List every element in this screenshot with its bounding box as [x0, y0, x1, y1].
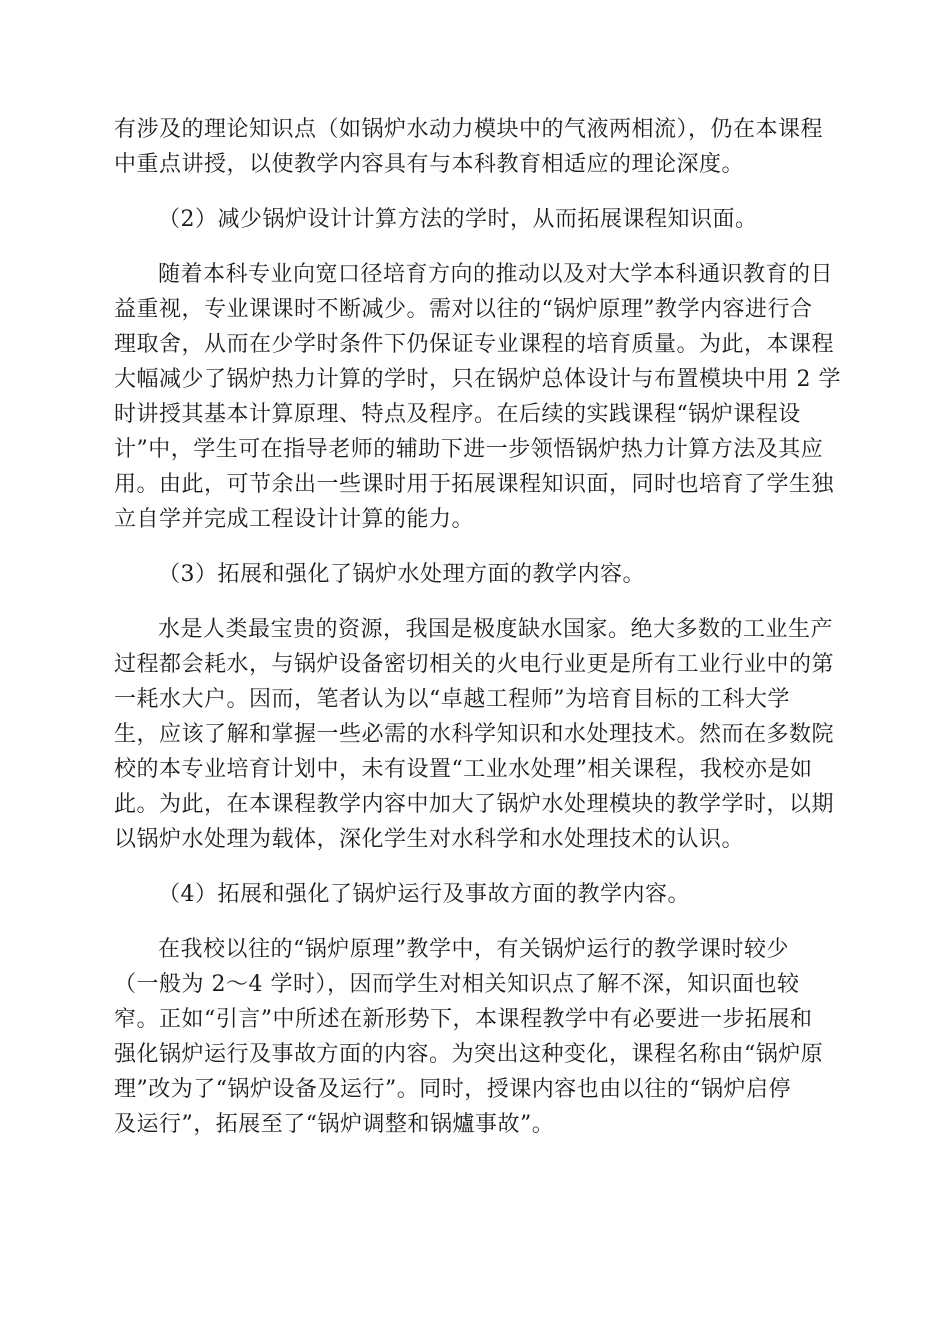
heading-line: （3）拓展和强化了锅炉水处理方面的教学内容。: [158, 562, 645, 587]
paragraph-gap: [114, 537, 834, 557]
text-line: 时讲授其基本计算原理、特点及程序。在后续的实践课程“锅炉课程设: [114, 402, 801, 427]
text-line: 以锅炉水处理为载体，深化学生对水科学和水处理技术的认识。: [114, 827, 745, 852]
text-line: 强化锅炉运行及事故方面的内容。为突出这种变化，课程名称由“锅炉原: [114, 1042, 824, 1067]
text-line: （一般为 2～4 学时），因而学生对相关知识点了解不深，知识面也较: [114, 972, 800, 997]
document-body: [114, 112, 841, 1142]
text-line: 立自学并完成工程设计计算的能力。: [114, 507, 475, 532]
paragraph-water-treatment: [114, 612, 834, 857]
paragraph-gap: [114, 237, 834, 257]
text-line: 一耗水大户。因而，笔者认为以“卓越工程师”为培育目标的工科大学: [114, 687, 790, 712]
paragraph-operation-accidents: [114, 932, 834, 1142]
text-line: 窄。正如“引言”中所述在新形势下，本课程教学中有必要进一步拓展和: [114, 1007, 813, 1032]
paragraph-continuation: [114, 112, 834, 182]
section-heading-3: [114, 557, 834, 592]
section-heading-2: [114, 202, 834, 237]
text-line: 过程都会耗水，与锅炉设备密切相关的火电行业更是所有工业行业中的第: [114, 652, 835, 677]
text-line: 理”改为了“锅炉设备及运行”。同时，授课内容也由以往的“锅炉启停: [114, 1077, 791, 1102]
text-line: 校的本专业培育计划中，未有设置“工业水处理”相关课程，我校亦是如: [114, 757, 813, 782]
text-line: 及运行”，拓展至了“锅炉调整和锅爐事故”。: [114, 1112, 555, 1137]
text-line: 理取舍，从而在少学时条件下仍保证专业课程的培育质量。为此，本课程: [114, 332, 835, 357]
text-line: 在我校以往的“锅炉原理”教学中，有关锅炉运行的教学课时较少: [158, 937, 789, 962]
section-heading-4: [114, 877, 834, 912]
paragraph-gap: [114, 912, 834, 932]
text-line: 此。为此，在本课程教学内容中加大了锅炉水处理模块的教学学时，以期: [114, 792, 835, 817]
text-line: 计”中，学生可在指导老师的辅助下进一步领悟锅炉热力计算方法及其应: [114, 437, 824, 462]
paragraph-design-calculation: [114, 257, 841, 537]
text-line: 水是人类最宝贵的资源，我国是极度缺水国家。绝大多数的工业生产: [158, 617, 834, 642]
text-line: 随着本科专业向宽口径培育方向的推动以及对大学本科通识教育的日: [158, 262, 834, 287]
text-line: 大幅减少了锅炉热力计算的学时，只在锅炉总体设计与布置模块中用 2 学: [114, 367, 841, 392]
paragraph-gap: [114, 182, 834, 202]
text-line: 益重视，专业课课时不断减少。需对以往的“锅炉原理”教学内容进行合: [114, 297, 813, 322]
text-line: 生，应该了解和掌握一些必需的水科学知识和水处理技术。然而在多数院: [114, 722, 835, 747]
text-line: 有涉及的理论知识点（如锅炉水动力模块中的气液两相流），仍在本课程: [114, 117, 824, 142]
text-line: 中重点讲授，以使教学内容具有与本科教育相适应的理论深度。: [114, 152, 745, 177]
text-line: 用。由此，可节余出一些课时用于拓展课程知识面，同时也培育了学生独: [114, 472, 835, 497]
paragraph-gap: [114, 592, 834, 612]
paragraph-gap: [114, 857, 834, 877]
heading-line: （2）减少锅炉设计计算方法的学时，从而拓展课程知识面。: [158, 207, 758, 232]
heading-line: （4）拓展和强化了锅炉运行及事故方面的教学内容。: [158, 882, 690, 907]
